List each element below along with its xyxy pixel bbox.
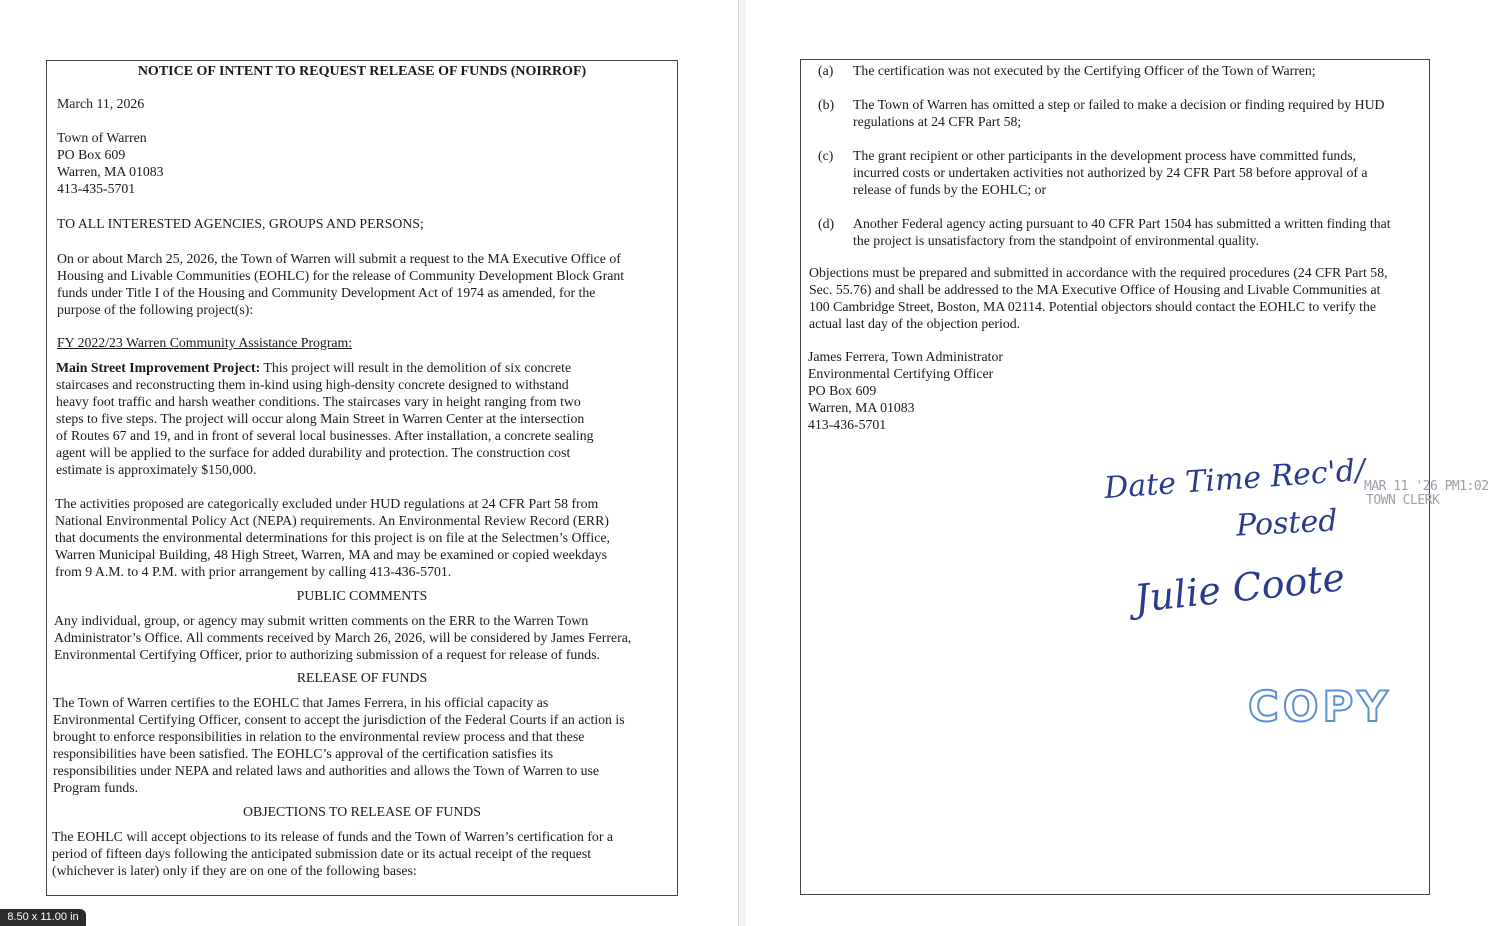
text-line: Program funds. — [53, 780, 139, 795]
text-line: of Routes 67 and 19, and in front of several local businesses. After installation, a concrete sealing — [56, 428, 594, 443]
document-page-1 — [0, 0, 738, 926]
release-heading: RELEASE OF FUNDS — [296, 670, 428, 685]
notice-title: NOTICE OF INTENT TO REQUEST RELEASE OF FUNDS (NOIRROF) — [137, 64, 587, 79]
text-line: Environmental Certifying Officer, consent to accept the jurisdiction of the Federal Courts if an action is — [53, 712, 625, 727]
text-line: Another Federal agency acting pursuant to 40 CFR Part 1504 has submitted a written finding that — [853, 216, 1391, 231]
address-line: PO Box 609 — [57, 147, 126, 162]
text-line: responsibilities under NEPA and related laws and authorities and allows the Town of Warren to use — [53, 763, 599, 778]
signature-line: PO Box 609 — [808, 383, 877, 398]
text-line: Administrator’s Office. All comments received by March 26, 2026, will be considered by James Ferrera, — [54, 630, 632, 645]
text-line: Sec. 55.76) and shall be addressed to the MA Executive Office of Housing and Livable Communities at — [809, 282, 1381, 297]
address-line: Town of Warren — [57, 130, 147, 145]
address-line: 413-435-5701 — [57, 181, 136, 196]
public-comments-heading: PUBLIC COMMENTS — [296, 588, 428, 603]
text-line: The certification was not executed by the Certifying Officer of the Town of Warren; — [853, 63, 1316, 78]
text-line — [56, 359, 571, 376]
text-line: from 9 A.M. to 4 P.M. with prior arrangement by calling 413-436-5701. — [55, 564, 452, 579]
text-line: responsibilities have been satisfied. The EOHLC’s approval of the certification satisfies its — [53, 746, 554, 761]
notice-date: March 11, 2026 — [57, 96, 145, 111]
project-text: This project will result in the demolition of six concrete — [260, 360, 572, 375]
text-line: (whichever is later) only if they are on one of the following bases: — [52, 863, 417, 878]
text-line: estimate is approximately $150,000. — [56, 462, 257, 477]
text-line: regulations at 24 CFR Part 58; — [853, 114, 1022, 129]
signature-line: Warren, MA 01083 — [808, 400, 915, 415]
text-line: staircases and reconstructing them in-kind using high-density concrete designed to withstand — [56, 377, 569, 392]
project-label: Main Street Improvement Project: — [56, 360, 261, 375]
text-line: steps to five steps. The project will occur along Main Street in Warren Center at the intersection — [56, 411, 585, 426]
list-item-label: (b) — [818, 97, 835, 112]
text-line: On or about March 25, 2026, the Town of Warren will submit a request to the MA Executive Office of — [57, 251, 621, 266]
text-line: actual last day of the objection period. — [809, 316, 1021, 331]
text-line: The Town of Warren has omitted a step or failed to make a decision or finding required by HUD — [853, 97, 1385, 112]
salutation: TO ALL INTERESTED AGENCIES, GROUPS AND PERSONS; — [57, 216, 424, 231]
list-item-label: (c) — [818, 148, 834, 163]
page-size-badge: 8.50 x 11.00 in — [0, 909, 86, 926]
text-line: Any individual, group, or agency may submit written comments on the ERR to the Warren Town — [54, 613, 589, 628]
handwritten-posted-note: Posted — [1235, 503, 1339, 544]
text-line: 100 Cambridge Street, Boston, MA 02114. Potential objectors should contact the EOHLC to verify the — [809, 299, 1376, 314]
address-line: Warren, MA 01083 — [57, 164, 164, 179]
text-line: period of fifteen days following the anticipated submission date or its actual receipt of the request — [52, 846, 592, 861]
signature-line: Environmental Certifying Officer — [808, 366, 994, 381]
text-line: release of funds by the EOHLC; or — [853, 182, 1047, 197]
text-line: Objections must be prepared and submitted in accordance with the required procedures (24 CFR Part 58, — [809, 265, 1388, 280]
text-line: Warren Municipal Building, 48 High Street, Warren, MA and may be examined or copied weekdays — [55, 547, 607, 562]
text-line: The grant recipient or other participants in the development process have committed funds, — [853, 148, 1357, 163]
text-line: heavy foot traffic and harsh weather conditions. The staircases vary in height ranging from two — [56, 394, 581, 409]
signature-line: 413-436-5701 — [808, 417, 887, 432]
copy-stamp: COPY — [1248, 682, 1392, 731]
list-item-label: (a) — [818, 63, 834, 78]
text-line: purpose of the following project(s): — [57, 302, 254, 317]
text-line: Environmental Certifying Officer, prior to authorizing submission of a request for release of funds. — [54, 647, 600, 662]
text-line: incurred costs or undertaken activities not authorized by 24 CFR Part 58 before approval of a — [853, 165, 1368, 180]
text-line: agent will be applied to the surface for added durability and protection. The construction cost — [56, 445, 571, 460]
text-line: the project is unsatisfactory from the standpoint of environmental quality. — [853, 233, 1260, 248]
stamp-date-line: MAR 11 '26 PM1:02 — [1364, 479, 1489, 494]
handwritten-signature: Julie Coote — [1132, 555, 1347, 621]
handwritten-received-note: Date Time Rec'd/ — [1103, 452, 1367, 507]
program-heading: FY 2022/23 Warren Community Assistance Program: — [57, 335, 353, 350]
text-line: brought to enforce responsibilities in relation to the environmental review process and that these — [53, 729, 585, 744]
text-line: Housing and Livable Communities (EOHLC) for the release of Community Development Block Grant — [57, 268, 625, 283]
text-line: The EOHLC will accept objections to its release of funds and the Town of Warren’s certification for a — [52, 829, 613, 844]
list-item-label: (d) — [818, 216, 835, 231]
text-line: funds under Title I of the Housing and Community Development Act of 1974 as amended, for the — [57, 285, 596, 300]
text-line: National Environmental Policy Act (NEPA) requirements. An Environmental Review Record (ERR) — [55, 513, 609, 528]
signature-line: James Ferrera, Town Administrator — [808, 349, 1003, 364]
stamp-office-line: TOWN CLERK — [1366, 493, 1440, 508]
text-line: that documents the environmental determinations for this project is on file at the Selectmen’s Office, — [55, 530, 610, 545]
text-line: The Town of Warren certifies to the EOHLC that James Ferrera, in his official capacity as — [53, 695, 549, 710]
objections-heading: OBJECTIONS TO RELEASE OF FUNDS — [243, 804, 481, 819]
text-line: The activities proposed are categorically excluded under HUD regulations at 24 CFR Part 58 from — [55, 496, 599, 511]
